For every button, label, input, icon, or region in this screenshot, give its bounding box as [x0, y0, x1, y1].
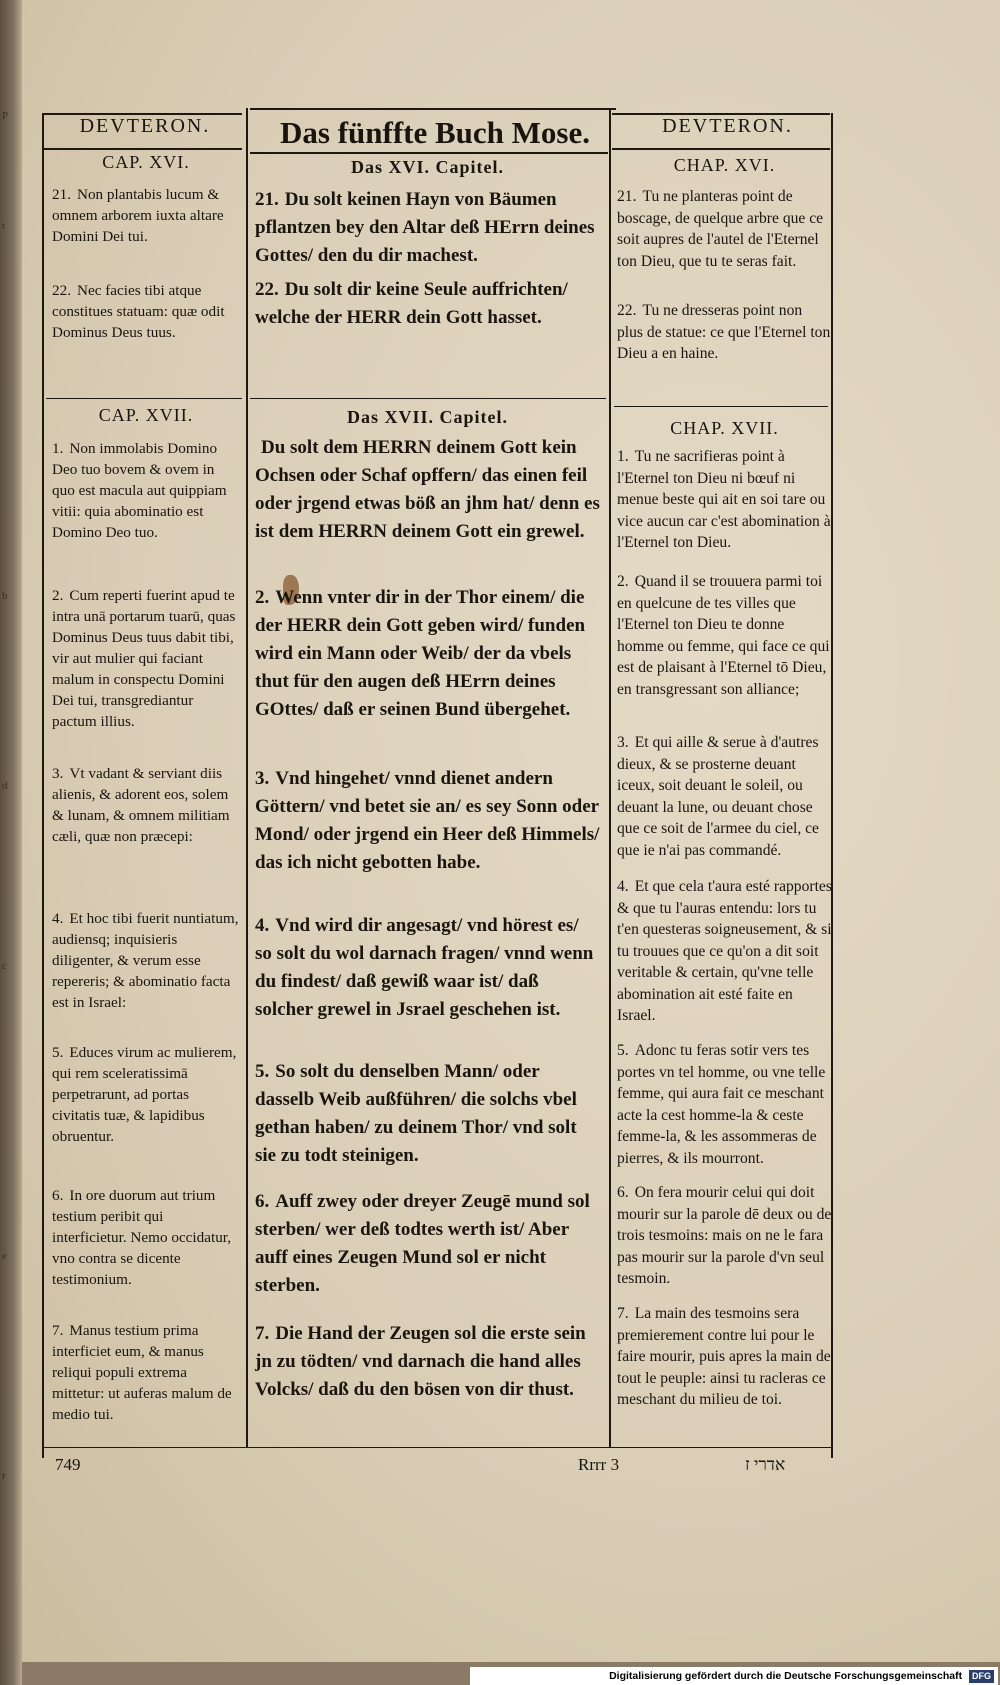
german-verse — [255, 765, 600, 877]
verse-number: 21. — [617, 188, 637, 205]
verse-number: 2. — [617, 573, 629, 590]
verse-number: 7. — [617, 1305, 629, 1322]
verse-text: Nec facies tibi atque constitues statuam: quæ odit Dominus Deus tuus. — [52, 282, 225, 341]
verse-number: 6. — [255, 1191, 270, 1212]
german-verse — [255, 1320, 600, 1404]
verse-text: Vt vadant & serviant diis alienis, & adorent eos, solem & lunam, & omnem militiam cæli, quæ non præcepi: — [52, 765, 230, 845]
german-verse — [255, 912, 600, 1024]
verse-text: On fera mourir celui qui doit mourir sur la parole dē deux ou de trois tesmoins: mais on ne le fara pas mourir sur la parole d'vn seul tesmoin. — [617, 1184, 832, 1287]
chapter-rule-latin — [46, 398, 242, 399]
verse-text: Auff zwey oder dreyer Zeugē mund sol sterben/ wer deß todtes werth ist/ Aber auff eines Zeugen Mund sol er nicht sterben. — [255, 1191, 590, 1296]
verse-text: Non immolabis Domino Deo tuo bovem & ovem in quo est macula aut quippiam vitii: quia abominatio est Domino Deo tuo. — [52, 440, 227, 541]
verse-text: Tu ne sacrifieras point à l'Eternel ton Dieu ni bœuf ni menue beste qui ait en soi tare ou vice aucun car c'est abomination à l'Eternel ton Dieu. — [617, 448, 831, 551]
verse-number: 1. — [617, 448, 629, 465]
french-chapter-17-heading: CHAP. XVII. — [670, 418, 779, 438]
verse-text: Du solt keinen Hayn von Bäumen pflantzen bey den Altar deß HErrn deines Gottes/ den du dir machest. — [255, 189, 595, 266]
verse-number: 21. — [255, 189, 279, 210]
verse-text: Non plantabis lucum & omnem arborem iuxta altare Domini Dei tui. — [52, 186, 224, 245]
verse-text: So solt du denselben Mann/ oder dasselb Weib außführen/ die solchs vbel gethan haben/ zu deinem Thor/ vnd solt sie zu todt steinigen. — [255, 1061, 577, 1166]
verse-number: 6. — [52, 1187, 64, 1204]
verse-number: 7. — [52, 1322, 64, 1339]
edge-fragment: t — [2, 220, 6, 232]
german-chapter-17-heading: Das XVII. Capitel. — [346, 407, 508, 427]
verse-text: Et hoc tibi fuerit nuntiatum, audiensq; inquisieris diligenter, & verum esse repereris; & abominatio facta est in Israel: — [52, 910, 239, 1011]
verse-text: Du solt dir keine Seule auffrichten/ welche der HERR dein Gott hasset. — [255, 279, 568, 328]
latin-verse — [52, 1320, 240, 1425]
edge-fragment: d — [2, 780, 8, 792]
verse-number: 5. — [617, 1042, 629, 1059]
latin-chapter-16-heading: CAP. XVI. — [102, 152, 190, 172]
german-verse — [255, 186, 600, 270]
edge-fragment: P — [2, 110, 9, 122]
french-verse — [617, 446, 832, 554]
verse-text: Manus testium prima interficiet eum, & manus reliqui populi extrema mittetur: ut auferas malum de medio tui. — [52, 1322, 232, 1423]
running-head-french: DEVTERON. — [662, 115, 793, 137]
bottom-rule — [42, 1447, 832, 1448]
verse-text: Wenn vnter dir in der Thor einem/ die der HERR dein Gott geben wird/ funden wird ein Mann oder Weib/ der da vbels thut für den augen deß HErrn deines GOttes/ daß er seinen Bund übergehet. — [255, 587, 586, 720]
latin-verse — [52, 1042, 240, 1147]
latin-verse — [52, 184, 240, 247]
german-verse — [255, 584, 600, 724]
verse-number: 1. — [52, 440, 64, 457]
latin-chapter-17-heading: CAP. XVII. — [98, 405, 194, 425]
chapter-rule-german — [250, 398, 606, 399]
verse-number: 4. — [255, 915, 270, 936]
french-verse — [617, 186, 832, 272]
verse-text: Cum reperti fuerint apud te intra unā portarum tuarū, quas Dominus Deus tuus dabit tibi, vir aut mulier qui faciant malum in conspectu Domini Dei tui, transgrediantur pactum illius. — [52, 587, 236, 730]
french-verse — [617, 876, 832, 1027]
verse-text: In ore duorum aut trium testium peribit qui interficietur. Nemo occidatur, vno contra se dicente testimonium. — [52, 1187, 232, 1288]
verse-text: Et que cela t'aura esté rapportes & que tu l'auras entendu: lors tu t'en questeras soigneusement, & si tu trouues que ce qu'on a dit soit veritable & certain, qu'vne telle abomination ait esté faite en Israel. — [617, 878, 832, 1024]
verse-number: 7. — [255, 1323, 270, 1344]
page-number: 749 — [55, 1455, 81, 1474]
french-verse — [617, 300, 832, 365]
german-verse — [255, 276, 600, 332]
left-frame-rule — [42, 113, 44, 1458]
column-divider-right — [609, 108, 611, 1448]
credit-text: Digitalisierung gefördert durch die Deutsche Forschungsgemeinschaft — [609, 1670, 963, 1682]
verse-number: 5. — [255, 1061, 270, 1082]
edge-fragment: e — [2, 1250, 7, 1262]
verse-number: 22. — [52, 282, 71, 299]
verse-text: Et qui aille & serue à d'autres dieux, & se prosterne deuant iceux, soit deuant le soleil, ou deuant la lune, ou deuant chose que ce soit de l'armee du ciel, ce que ie n'ai pas commandé. — [617, 734, 819, 859]
french-chapter-16-heading: CHAP. XVI. — [673, 155, 776, 175]
verse-text: Tu ne planteras point de boscage, de quelque arbre que ce soit aupres de l'autel de l'Eternel ton Dieu, que tu te seras fait. — [617, 188, 824, 270]
french-verse — [617, 1303, 832, 1411]
running-head-latin: DEVTERON. — [79, 115, 211, 137]
verse-number: 22. — [255, 279, 279, 300]
latin-verse — [52, 585, 240, 732]
verse-number: 21. — [52, 186, 71, 203]
latin-verse — [52, 908, 240, 1013]
verse-text: La main des tesmoins sera premierement contre lui pour le faire mourir, puis apres la main de tout le peuple: ainsi tu racleras ce meschant du milieu de toi. — [617, 1305, 831, 1408]
edge-fragment: c — [2, 960, 7, 972]
german-verse — [255, 434, 600, 546]
column-divider-left — [246, 108, 248, 1448]
french-verse — [617, 1040, 832, 1169]
header-rule-latin — [42, 148, 242, 150]
latin-verse — [52, 763, 240, 847]
verse-number: 2. — [52, 587, 64, 604]
edge-fragment: r — [2, 1470, 6, 1482]
verse-text: Quand il se trouuera parmi toi en quelcune de tes villes que l'Eternel ton Dieu te donne homme ou femme, qui face ce qui est de plaisant à l'Eternel tō Dieu, en transgressant son alliance; — [617, 573, 830, 698]
book-binding — [0, 0, 22, 1685]
latin-verse — [52, 438, 240, 543]
running-head-german: Das fünffte Buch Mose. — [280, 115, 590, 150]
verse-number: 2. — [255, 587, 270, 608]
latin-verse — [52, 280, 240, 343]
verse-text: Tu ne dresseras point non plus de statue: ce que l'Eternel ton Dieu a en haine. — [617, 302, 831, 362]
german-chapter-16-heading: Das XVI. Capitel. — [350, 157, 504, 177]
verse-number: 4. — [52, 910, 64, 927]
hebrew-catchword: אדרי ז — [745, 1455, 786, 1474]
signature-mark: Rrrr 3 — [578, 1455, 620, 1474]
latin-verse — [52, 1185, 240, 1290]
edge-fragment: b — [2, 590, 8, 602]
verse-number: 3. — [52, 765, 64, 782]
verse-number: 3. — [617, 734, 629, 751]
verse-number: 22. — [617, 302, 637, 319]
french-verse — [617, 571, 832, 700]
french-verse — [617, 732, 832, 861]
verse-text: Vnd hingehet/ vnnd dienet andern Göttern/ vnd betet sie an/ es sey Sonn oder Mond/ oder jrgend ein Heer deß Himmels/ das ich nicht gebotten habe. — [255, 768, 600, 873]
digitization-credit — [470, 1667, 998, 1685]
verse-number: 5. — [52, 1044, 64, 1061]
verse-number: 6. — [617, 1184, 629, 1201]
german-verse — [255, 1188, 600, 1300]
verse-number: 4. — [617, 878, 629, 895]
verse-text: Educes virum ac mulierem, qui rem sceleratissimā perpetrarunt, ad portas civitatis tuæ, & lapidibus obruentur. — [52, 1044, 237, 1145]
verse-number: 3. — [255, 768, 270, 789]
verse-text: Die Hand der Zeugen sol die erste sein jn zu tödten/ vnd darnach die hand alles Volcks/ daß du den bösen von dir thust. — [255, 1323, 586, 1400]
german-verse — [255, 1058, 600, 1170]
french-verse — [617, 1182, 832, 1290]
verse-text: Adonc tu feras sotir vers tes portes vn tel homme, ou vne telle femme, qui aura fait ce meschant acte la cest homme-la & ceste femme-la, & les assommeras de pierres, & ils mourront. — [617, 1042, 826, 1167]
chapter-rule-french — [614, 406, 828, 407]
header-rule-french — [612, 148, 830, 150]
top-rule-german — [250, 108, 616, 110]
verse-text: Vnd wird dir angesagt/ vnd hörest es/ so solt du wol darnach fragen/ vnnd wenn du findest/ daß gewiß waar ist/ daß solcher grewel in Jsrael geschehen ist. — [255, 915, 594, 1020]
verse-text: Du solt dem HERRN deinem Gott kein Ochsen oder Schaf opffern/ das einen feil oder jrgend etwas böß an jhm hat/ denn es ist dem HERRN deinem Gott ein grewel. — [255, 437, 600, 542]
dfg-logo: DFG — [969, 1670, 994, 1683]
